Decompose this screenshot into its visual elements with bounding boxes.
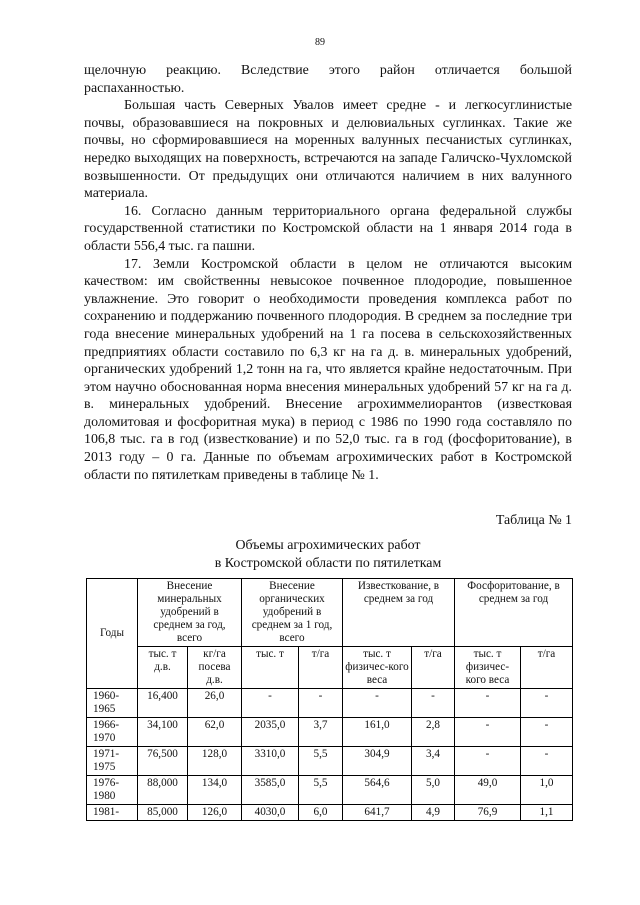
data-cell: 304,9 [343,747,412,776]
data-cell: 4030,0 [242,805,299,821]
data-cell: 641,7 [343,805,412,821]
data-cell: 3,4 [412,747,455,776]
table-row [87,718,573,747]
table-title-line-2: в Костромской области по пятилеткам [214,556,442,571]
data-cell: 26,0 [188,689,242,718]
data-cell: 3310,0 [242,747,299,776]
data-cell: - [455,718,521,747]
data-cell: 76,9 [455,805,521,821]
paragraph-1: щелочную реакцию. Вследствие этого район отличается большой распаханностью. [84,63,572,96]
table-row [87,747,573,776]
subheader-cell: т/га [521,647,573,689]
subheader-cell: кг/га посева д.в. [188,647,242,689]
data-cell: 564,6 [343,776,412,805]
data-cell: 2,8 [412,718,455,747]
data-cell: 1,1 [521,805,573,821]
data-cell: 5,5 [299,776,343,805]
paragraph-2: Большая часть Северных Увалов имеет средне - и легкосуглинистые почвы, образовавшиеся на покровных и делювиальных суглинках. Такие же почвы, но сформировавшиеся на моренных валунных песчанистых суглинках, нередко выходящих на поверхность, встречаются на западе Галичско-Чухломской возвышенности. От предыдущих они отличаются наличием в них валунного материала. [84,98,572,202]
table-title-line-1: Объемы агрохимических работ [235,538,421,553]
table-subheader-row [87,647,573,689]
data-cell: - [412,689,455,718]
table-row [87,776,573,805]
year-cell: 1971-1975 [87,747,138,776]
data-cell: - [521,747,573,776]
paragraph-4: 17. Земли Костромской области в целом не отличаются высоким качеством: им свойственны невысокое почвенное плодородие, повышенное увлажнение. Это говорит о необходимости проведения комплекса работ по сохранению и поддержанию почвенного плодородия. В среднем за последние три года внесение минеральных удобрений на 1 га посева в сельскохозяйственных предприятиях области составило по 6,3 кг на га д. в. минеральных удобрений, органических удобрений 1,2 тонн на га, что является крайне недостаточным. При этом научно обоснованная норма внесения минеральных удобрений 57 кг на га д. в. минеральных удобрений. Внесение агрохиммелиорантов (известковая доломитовая и фосфоритная мука) в период с 1986 по 1990 года составляло по 106,8 тыс. га в год (известкование) и по 52,0 тыс. га в год (фосфоритование), в 2013 году – 0 га. Данные по объемам агрохимических работ в Костромской области по пятилеткам приведены в таблице № 1. [84,256,572,483]
data-cell: 3,7 [299,718,343,747]
data-cell: - [299,689,343,718]
data-cell: 2035,0 [242,718,299,747]
header-phosphorite: Фосфоритование, в среднем за год [455,579,573,647]
body-text [84,62,572,484]
subheader-cell: т/га [299,647,343,689]
subheader-cell: т/га [412,647,455,689]
header-mineral: Внесение минеральных удобрений в среднем за год, всего [138,579,242,647]
table-title [84,537,572,573]
subheader-cell: тыс. т д.в. [138,647,188,689]
data-cell: - [521,718,573,747]
header-organic: Внесение органических удобрений в среднем за 1 год, всего [242,579,343,647]
table-row [87,805,573,821]
data-cell: 6,0 [299,805,343,821]
year-cell: 1981- [87,805,138,821]
data-cell: 49,0 [455,776,521,805]
data-cell: - [455,689,521,718]
table-row [87,689,573,718]
data-cell: 5,5 [299,747,343,776]
data-cell: 3585,0 [242,776,299,805]
data-cell: 161,0 [343,718,412,747]
table-header-row [87,579,573,647]
table-caption: Таблица № 1 [495,513,572,528]
data-cell: 62,0 [188,718,242,747]
data-cell: 85,000 [138,805,188,821]
subheader-cell: тыс. т [242,647,299,689]
agrochemical-table [86,578,573,821]
data-cell: 1,0 [521,776,573,805]
header-liming: Известкование, в среднем за год [343,579,455,647]
data-cell: - [343,689,412,718]
page-number: 89 [315,37,325,48]
subheader-cell: тыс. т физичес-кого веса [343,647,412,689]
data-cell: 76,500 [138,747,188,776]
data-cell: 5,0 [412,776,455,805]
data-cell: - [521,689,573,718]
year-cell: 1976-1980 [87,776,138,805]
data-cell: 4,9 [412,805,455,821]
data-cell: 88,000 [138,776,188,805]
paragraph-3: 16. Согласно данным территориального органа федеральной службы государственной статистики по Костромской области на 1 января 2014 года в области 556,4 тыс. га пашни. [84,203,572,254]
year-cell: 1960-1965 [87,689,138,718]
data-cell: - [242,689,299,718]
year-cell: 1966-1970 [87,718,138,747]
data-cell: 34,100 [138,718,188,747]
data-cell: 16,400 [138,689,188,718]
data-cell: 128,0 [188,747,242,776]
data-cell: 134,0 [188,776,242,805]
subheader-cell: тыс. т физичес-кого веса [455,647,521,689]
header-years: Годы [87,579,138,689]
data-cell: - [455,747,521,776]
data-cell: 126,0 [188,805,242,821]
